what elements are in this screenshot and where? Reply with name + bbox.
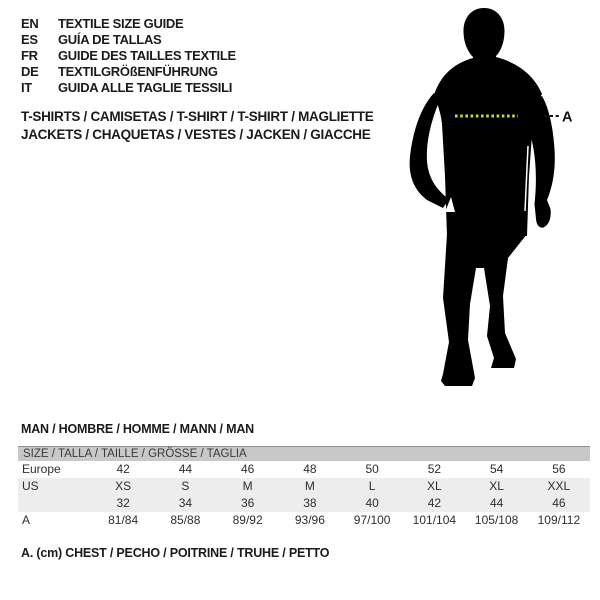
measure-label-a: A — [562, 109, 573, 126]
category-line-tshirts: T-SHIRTS / CAMISETAS / T-SHIRT / T-SHIRT / MAGLIETTE — [21, 109, 374, 124]
size-cell: M — [242, 479, 253, 493]
size-cell: 97/100 — [353, 513, 391, 527]
size-cell: 38 — [303, 496, 317, 510]
table-row — [18, 478, 590, 495]
size-cell: 101/104 — [412, 513, 457, 527]
row-label: Europe — [22, 462, 61, 476]
size-table-rows — [18, 461, 590, 529]
size-cell: 46 — [240, 462, 255, 476]
table-row — [18, 512, 590, 529]
category-heading — [21, 108, 373, 144]
size-cell: 44 — [178, 462, 193, 476]
size-cell: 56 — [552, 462, 566, 476]
size-cell: XXL — [547, 479, 571, 493]
size-cell: 93/96 — [294, 513, 325, 527]
size-cell: 50 — [365, 462, 379, 476]
category-line-jackets: JACKETS / CHAQUETAS / VESTES / JACKEN / GIACCHE — [21, 127, 371, 142]
language-label: GUIDE DES TAILLES TEXTILE — [58, 48, 236, 63]
row-label: US — [22, 479, 39, 493]
table-row — [18, 495, 590, 512]
size-cell: 42 — [427, 496, 442, 510]
size-table-header: SIZE / TALLA / TAILLE / GRÖSSE / TAGLIA — [18, 447, 590, 461]
size-cell: M — [304, 479, 315, 493]
size-cell: 46 — [552, 496, 566, 510]
row-label — [18, 495, 92, 512]
size-cell: 85/88 — [170, 513, 201, 527]
size-cell: 34 — [178, 496, 193, 510]
language-row — [21, 64, 236, 80]
size-cell: 81/84 — [108, 513, 139, 527]
language-code: FR — [21, 48, 38, 63]
language-row — [21, 16, 236, 32]
size-cell: 44 — [489, 496, 504, 510]
man-silhouette — [410, 8, 555, 386]
language-row — [21, 80, 236, 96]
size-cell: 48 — [303, 462, 317, 476]
size-table — [18, 446, 590, 529]
size-cell: XL — [489, 479, 504, 493]
size-cell: 89/92 — [232, 513, 263, 527]
size-cell: 36 — [240, 496, 255, 510]
language-code: DE — [21, 64, 39, 79]
language-row — [21, 32, 236, 48]
language-code: IT — [21, 80, 32, 95]
language-label: TEXTILGRÖßENFÜHRUNG — [58, 64, 218, 79]
size-cell: 52 — [427, 462, 442, 476]
size-cell: 109/112 — [537, 513, 581, 527]
size-cell: XS — [115, 479, 132, 493]
language-label: GUÍA DE TALLAS — [58, 32, 162, 47]
size-cell: L — [368, 479, 376, 493]
row-label: A — [22, 513, 31, 527]
language-code: EN — [21, 16, 39, 31]
measurement-footnote: A. (cm) CHEST / PECHO / POITRINE / TRUHE / PETTO — [21, 546, 330, 560]
size-cell: XL — [427, 479, 442, 493]
language-code: ES — [21, 32, 38, 47]
size-cell: 42 — [116, 462, 130, 476]
man-silhouette-figure — [402, 6, 577, 388]
language-list — [21, 16, 236, 96]
language-label: TEXTILE SIZE GUIDE — [58, 16, 184, 31]
language-label: GUIDA ALLE TAGLIE TESSILI — [58, 80, 233, 95]
table-row — [18, 461, 590, 478]
size-cell: 54 — [489, 462, 504, 476]
size-cell: 40 — [365, 496, 379, 510]
language-row — [21, 48, 236, 64]
size-cell: 105/108 — [474, 513, 519, 527]
size-cell: S — [181, 479, 190, 493]
size-cell: 32 — [116, 496, 130, 510]
section-heading-man: MAN / HOMBRE / HOMME / MANN / MAN — [21, 422, 254, 436]
